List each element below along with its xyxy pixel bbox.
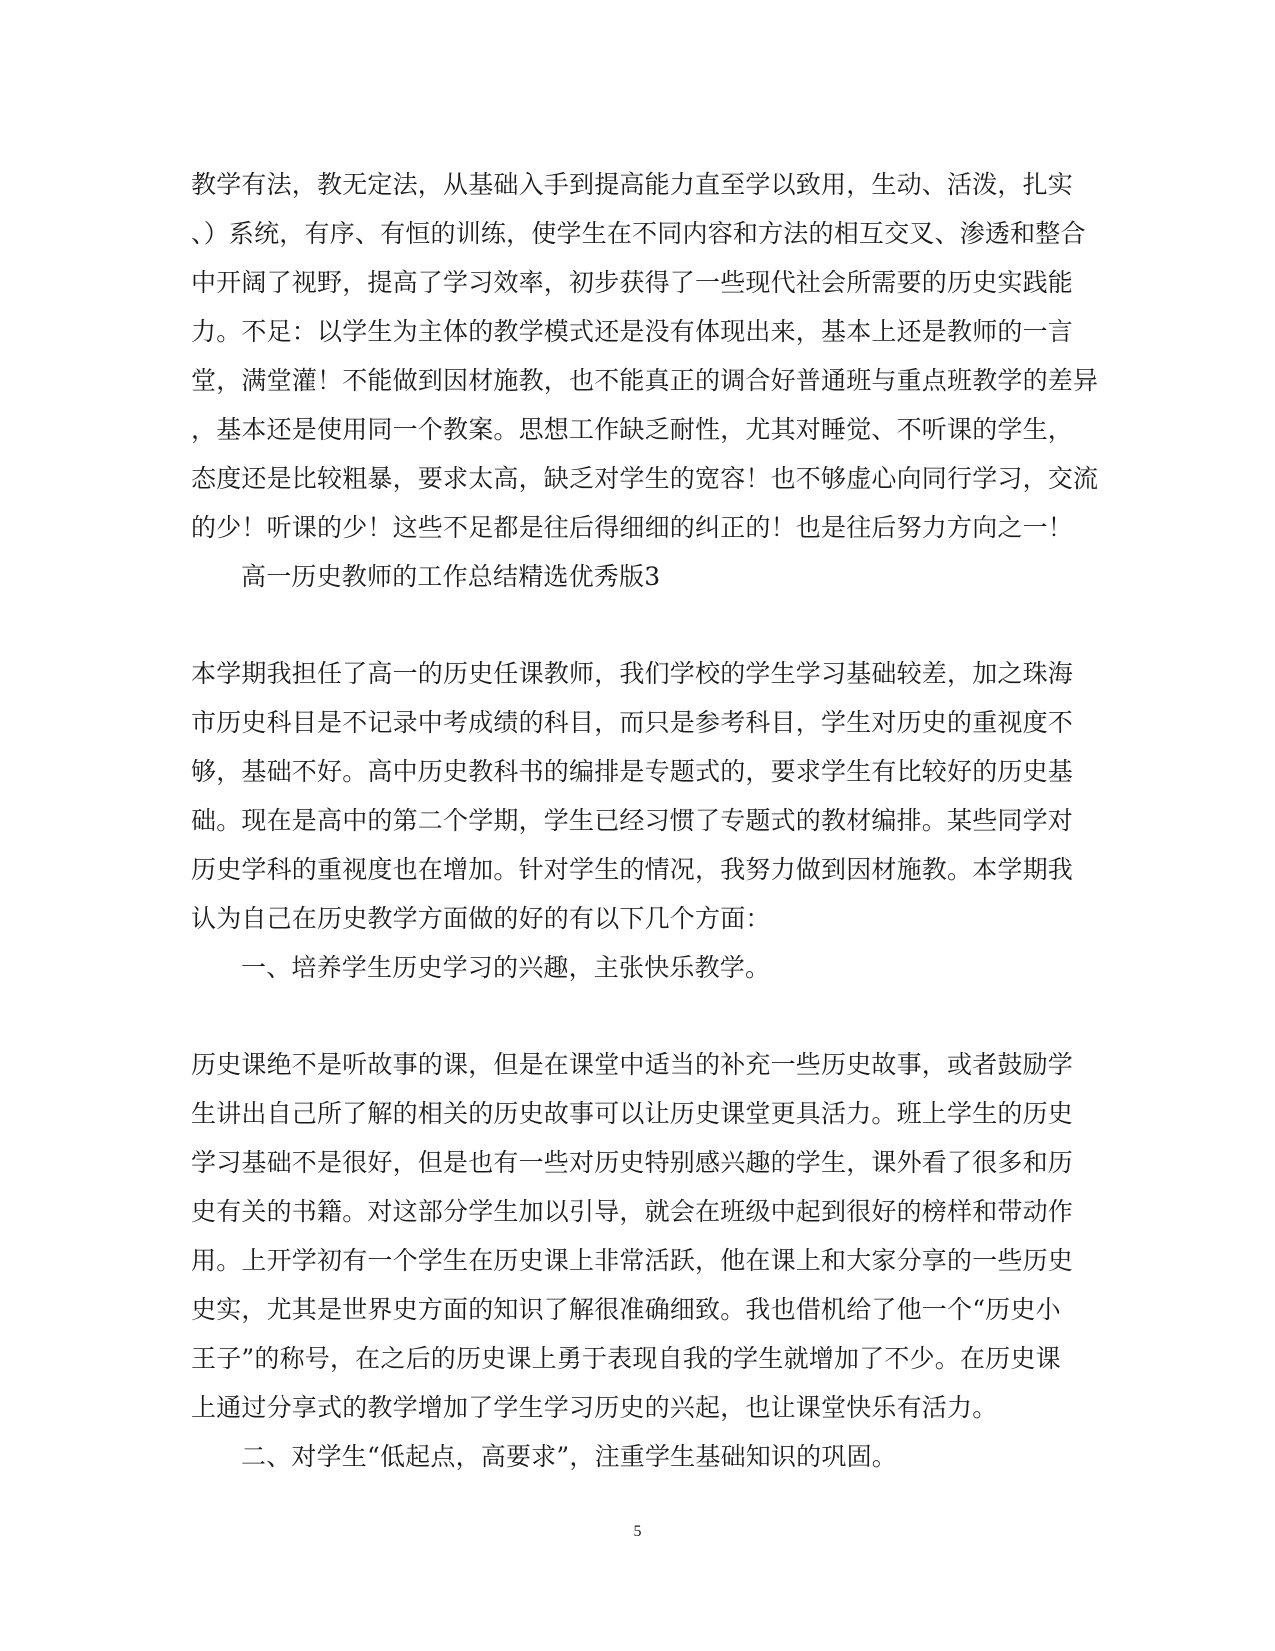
text-line: 市历史科目是不记录中考成绩的科目，而只是参考科目，学生对历史的重视度不 bbox=[191, 708, 1074, 737]
document-body bbox=[191, 160, 1099, 1481]
text-line: 上通过分享式的教学增加了学生学习历史的兴起，也让课堂快乐有活力。 bbox=[191, 1393, 998, 1422]
spacer bbox=[191, 992, 1081, 1040]
text-line: 学习基础不是很好，但是也有一些对历史特别感兴趣的学生，课外看了很多和历 bbox=[191, 1148, 1074, 1177]
text-line: 用。上开学初有一个学生在历史课上非常活跃，他在课上和大家分享的一些历史 bbox=[191, 1246, 1074, 1275]
text-line: 王子”的称号，在之后的历史课上勇于表现自我的学生就增加了不少。在历史课 bbox=[191, 1344, 1061, 1373]
text-line: 础。现在是高中的第二个学期，学生已经习惯了专题式的教材编排。某些同学对 bbox=[191, 806, 1074, 835]
text-line: 教学有法，教无定法，从基础入手到提高能力直至学以致用，生动、活泼，扎实 bbox=[191, 170, 1074, 199]
text-line: 力。不足：以学生为主体的教学模式还是没有体现出来，基本上还是教师的一言 bbox=[191, 317, 1074, 346]
spacer bbox=[191, 601, 1081, 649]
text-line: 、）系统，有序、有恒的训练，使学生在不同内容和方法的相互交叉、渗透和整合 bbox=[191, 219, 1086, 248]
text-line: 史有关的书籍。对这部分学生加以引导，就会在班级中起到很好的榜样和带动作 bbox=[191, 1197, 1074, 1226]
text-line: 中开阔了视野，提高了学习效率，初步获得了一些现代社会所需要的历史实践能 bbox=[191, 268, 1074, 297]
page-number: 5 bbox=[633, 1523, 642, 1540]
text-line: 生讲出自己所了解的相关的历史故事可以让历史课堂更具活力。班上学生的历史 bbox=[191, 1099, 1074, 1128]
text-line: 的少！听课的少！这些不足都是往后得细细的纠正的！也是往后努力方向之一！ bbox=[191, 513, 1074, 542]
text-line: 认为自己在历史教学方面做的好的有以下几个方面： bbox=[191, 904, 771, 933]
text-line: 本学期我担任了高一的历史任课教师，我们学校的学生学习基础较差，加之珠海 bbox=[191, 659, 1074, 688]
paragraph-semester-intro bbox=[191, 649, 1081, 943]
text-line: 史实，尤其是世界史方面的知识了解很准确细致。我也借机给了他一个“历史小 bbox=[191, 1295, 1061, 1324]
paragraph-teaching-reflection bbox=[191, 160, 1099, 552]
text-line: 够，基础不好。高中历史教科书的编排是专题式的，要求学生有比较好的历史基 bbox=[191, 757, 1074, 786]
point-heading-2: 二、对学生“低起点，高要求”，注重学生基础知识的巩固。 bbox=[241, 1442, 897, 1471]
text-line: 堂，满堂灌！不能做到因材施教，也不能真正的调合好普通班与重点班教学的差异 bbox=[191, 366, 1099, 395]
section-heading: 高一历史教师的工作总结精选优秀版3 bbox=[241, 562, 661, 591]
text-line: 态度还是比较粗暴，要求太高，缺乏对学生的宽容！也不够虚心向同行学习，交流 bbox=[191, 464, 1099, 493]
point-heading-1: 一、培养学生历史学习的兴趣，主张快乐教学。 bbox=[241, 953, 771, 982]
paragraph-history-stories bbox=[191, 1040, 1081, 1432]
text-line: 历史学科的重视度也在增加。针对学生的情况，我努力做到因材施教。本学期我 bbox=[191, 855, 1074, 884]
text-line: 历史课绝不是听故事的课，但是在课堂中适当的补充一些历史故事，或者鼓励学 bbox=[191, 1050, 1074, 1079]
text-line: ，基本还是使用同一个教案。思想工作缺乏耐性，尤其对睡觉、不听课的学生， bbox=[191, 415, 1074, 444]
